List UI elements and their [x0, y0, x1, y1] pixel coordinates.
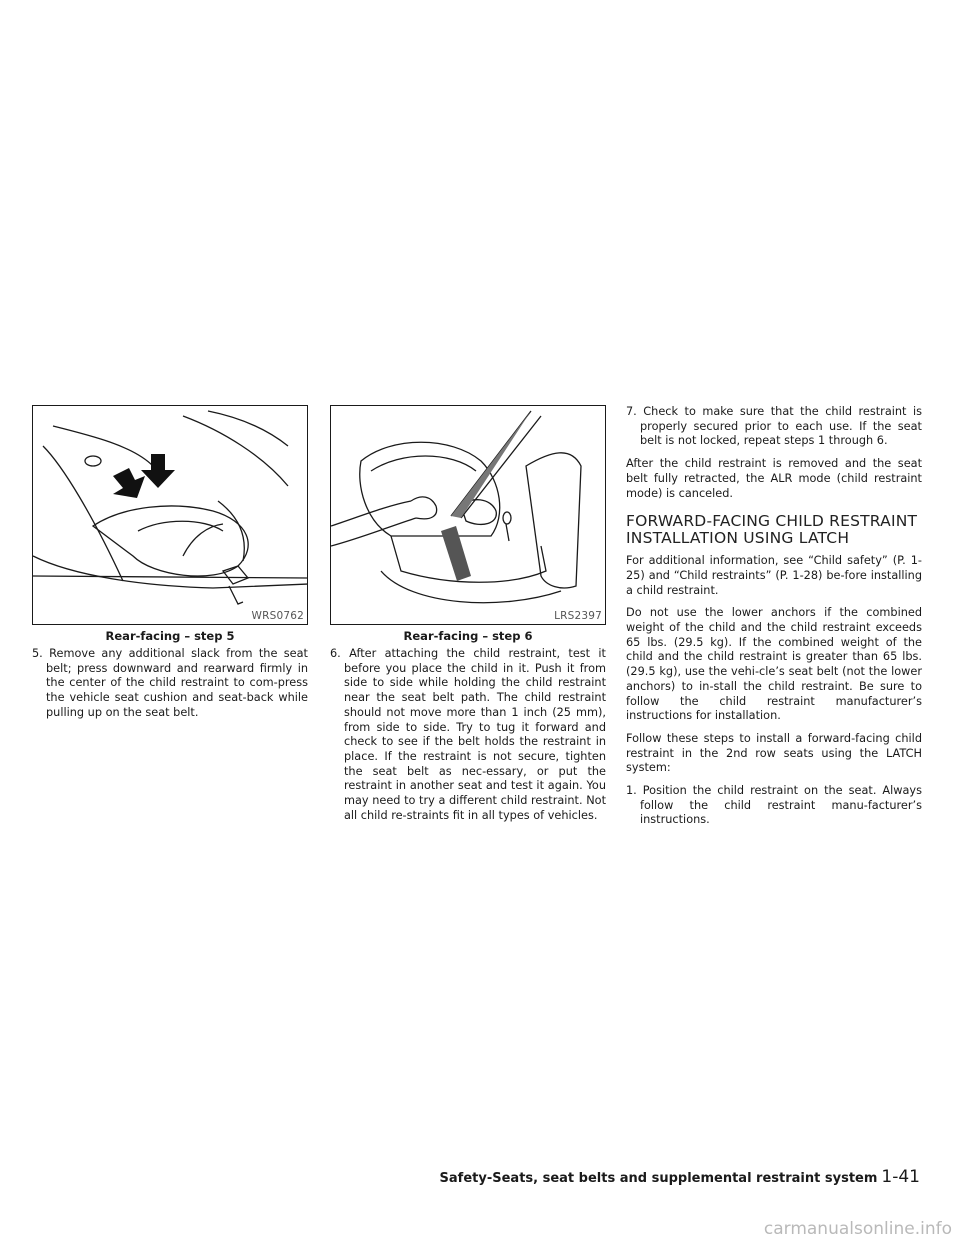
column-right	[626, 405, 922, 836]
step-7: 7. Check to make sure that the child restraint is properly secured prior to each use. If the seat belt is not locked, repeat steps 1 through 6.	[626, 405, 922, 448]
figure-caption: Rear-facing – step 6	[403, 629, 533, 643]
after-removal-paragraph: After the child restraint is removed and the seat belt fully retracted, the ALR mode (child restraint mode) is canceled.	[626, 457, 922, 500]
latch-step-1: 1. Position the child restraint on the seat. Always follow the child restraint manu-facturer’s instructions.	[626, 784, 922, 827]
figure-code: WRS0762	[251, 610, 304, 622]
rear-facing-seat-press-illustration	[33, 406, 308, 625]
paragraph-follow-steps: Follow these steps to install a forward-facing child restraint in the 2nd row seats using the LATCH system:	[626, 731, 922, 775]
watermark: carmanualsonline.info	[763, 1219, 952, 1239]
step-6: 6. After attaching the child restraint, test it before you place the child in it. Push it from side to side while holding the child restraint near the seat belt path. The child restraint should not move more than 1 inch (25 mm), from side to side. Try to tug it forward and check to see if the belt holds the restraint in place. If the restraint is not secure, tighten the seat belt as nec-essary, or put the restraint in another seat and test it again. You may need to try a different child restraint. Not all child re-straints fit in all types of vehicles.	[330, 647, 606, 822]
paragraph-weight-warning: Do not use the lower anchors if the combined weight of the child and the child restraint exceeds 65 lbs. (29.5 kg). If the combined weight of the child and the child restraint is greater than 65 lbs. (29.5 kg), use the vehi-cle’s seat belt (not the lower anchors) to in-stall the child restraint. Be sure to follow the child restraint manufacturer’s instructions for installation.	[626, 606, 922, 723]
rear-facing-seat-test-illustration	[331, 406, 606, 625]
section-heading: FORWARD-FACING CHILD RESTRAINT INSTALLATION USING LATCH	[626, 512, 918, 547]
page-number: 1-41	[881, 1167, 920, 1187]
paragraph-additional-info: For additional information, see “Child safety” (P. 1-25) and “Child restraints” (P. 1-28) be-fore installing a child restraint.	[626, 554, 922, 597]
figure-caption: Rear-facing – step 5	[105, 629, 235, 643]
column-left	[32, 405, 308, 729]
figure-code: LRS2397	[554, 610, 602, 622]
figure-rear-facing-step-6	[330, 405, 606, 625]
footer-section-title: Safety-Seats, seat belts and supplemental restraint system	[439, 1171, 878, 1186]
page-footer	[440, 1167, 920, 1187]
figure-rear-facing-step-5	[32, 405, 308, 625]
step-5: 5. Remove any additional slack from the seat belt; press downward and rearward firmly in the center of the child restraint to com-press the vehicle seat cushion and seat-back while pulling up on the seat belt.	[32, 647, 308, 719]
column-middle	[330, 405, 606, 831]
